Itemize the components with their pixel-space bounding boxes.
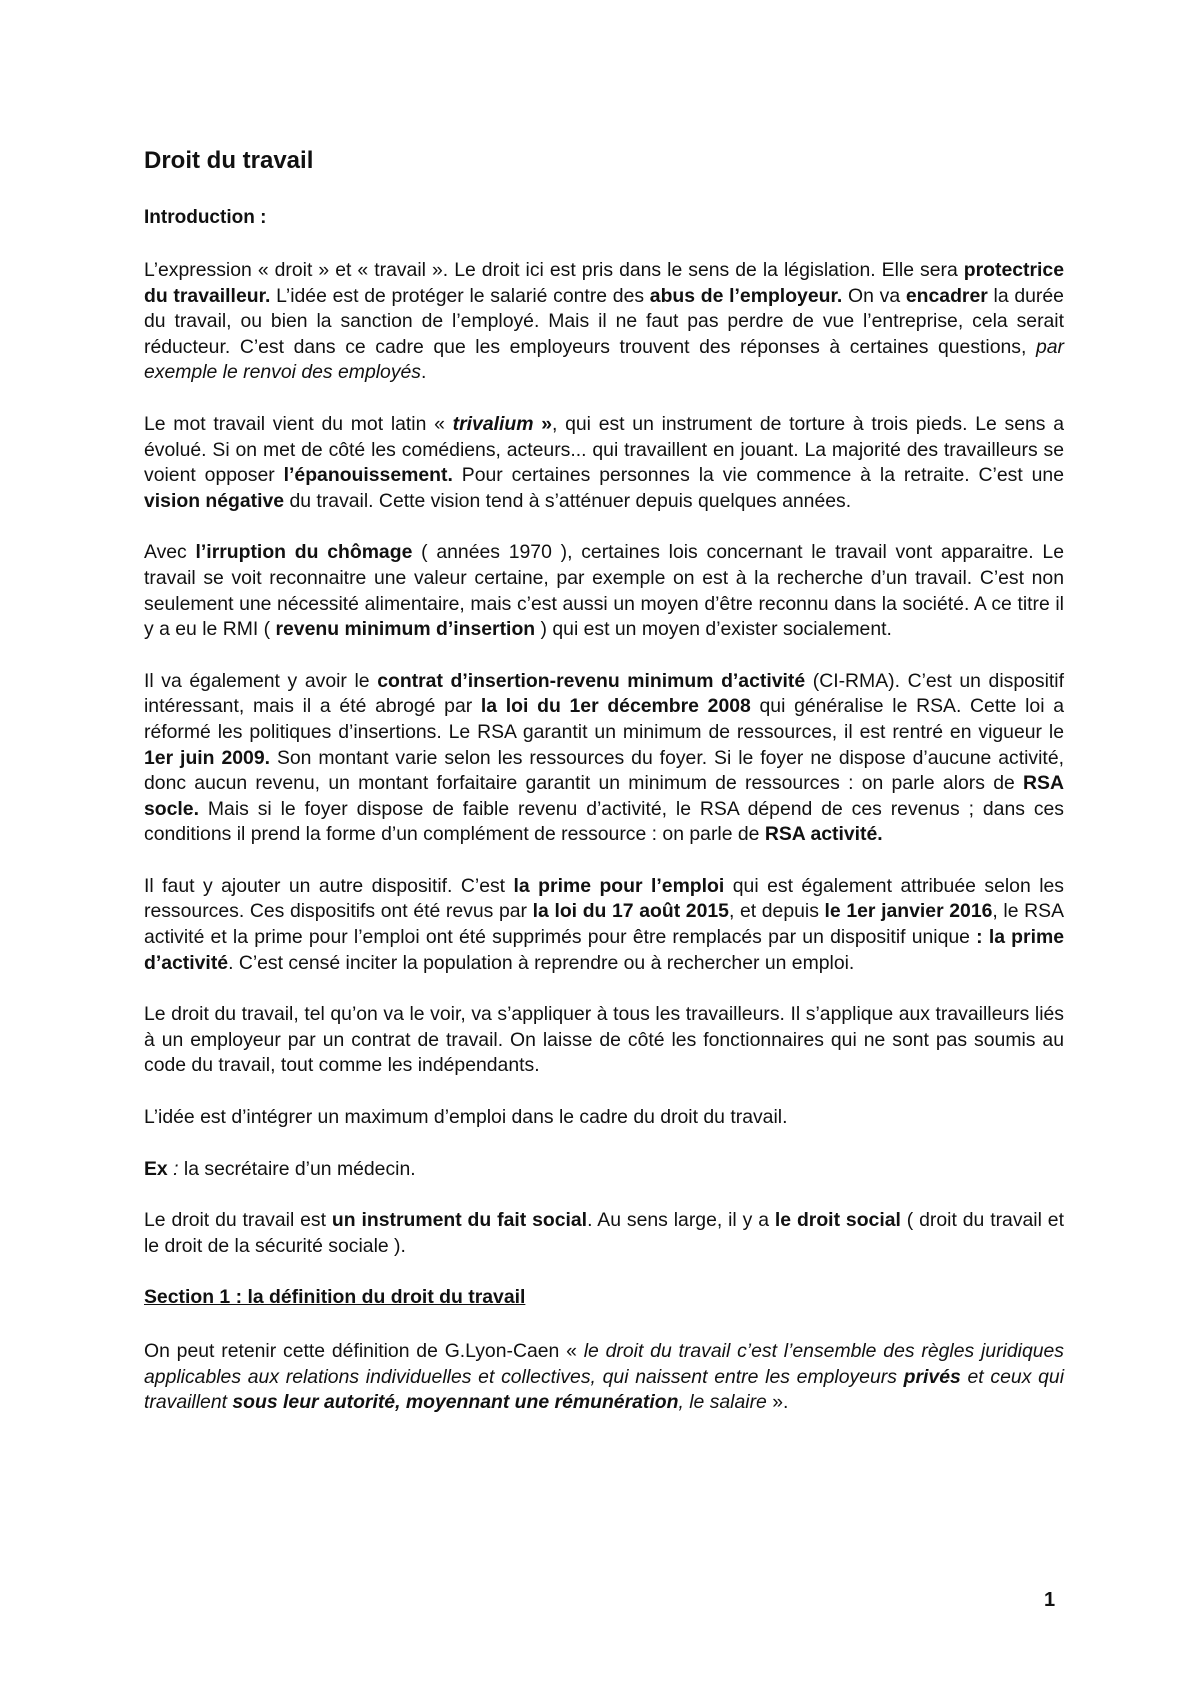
- text-run: l’irruption du chômage: [195, 541, 413, 564]
- text-run: .: [421, 361, 427, 384]
- definition-paragraph: [144, 1339, 1064, 1416]
- paragraph-5: [144, 874, 1064, 976]
- text-run: la loi du 17 août 2015: [532, 900, 729, 923]
- text-run: par exemple le renvoi des employés: [144, 335, 1064, 384]
- text-run: Pour certaines personnes la vie commence à la retraite. C’est une: [452, 464, 1064, 487]
- text-run: Le droit du travail, tel qu’on va le voir, va s’appliquer à tous les travailleurs. Il s’applique aux travailleurs liés à un employeur par un contrat de travail. On laisse de côté les fonctionnaires qui ne sont pas soumis au code du travail, tout comme les indépendants.: [144, 1003, 1064, 1077]
- text-run: , le salaire: [678, 1391, 767, 1414]
- text-run: le droit du travail c’est l’ensemble des règles juridiques applicables aux relations individuelles et collectives, qui naissent entre les employeurs: [144, 1340, 1064, 1388]
- text-run: privés: [903, 1365, 961, 1388]
- text-run: Il faut y ajouter un autre dispositif. C’est: [144, 874, 514, 897]
- text-run: L’idée est de protéger le salarié contre des: [270, 284, 650, 307]
- text-run: ».: [766, 1391, 789, 1414]
- text-run: ( droit du travail et le droit de la sécurité sociale ).: [144, 1209, 1064, 1257]
- paragraph-2: [144, 412, 1064, 514]
- text-run: le droit social: [774, 1209, 901, 1232]
- text-run: . C’est censé inciter la population à reprendre ou à rechercher un emploi.: [228, 951, 855, 974]
- text-run: la prime pour l’emploi: [513, 874, 725, 897]
- introduction-heading: Introduction :: [144, 207, 267, 228]
- paragraph-8: [144, 1157, 1064, 1183]
- text-run: RSA socle.: [144, 772, 1064, 820]
- text-run: : la prime d’activité: [144, 926, 1064, 974]
- text-run: et ceux qui travaillent: [144, 1365, 1064, 1414]
- text-run: (CI-RMA). C’est un dispositif intéressant, mais il a été abrogé par: [144, 669, 1064, 718]
- text-run: . Au sens large, il y a: [587, 1209, 775, 1232]
- page-content: [144, 146, 1064, 1442]
- paragraph-9: [144, 1208, 1064, 1259]
- paragraph-3: [144, 540, 1064, 642]
- text-run: abus de l’employeur.: [649, 284, 843, 307]
- text-run: contrat d’insertion-revenu minimum d’activité: [377, 669, 806, 692]
- text-run: la secrétaire d’un médecin.: [183, 1157, 416, 1180]
- text-run: L’expression « droit » et « travail ». Le droit ici est pris dans le sens de la législation. Elle sera: [144, 259, 964, 281]
- text-run: qui est également attribuée selon les ressources. Ces dispositifs ont été revus par: [144, 874, 1064, 923]
- paragraph-1: [144, 258, 1064, 386]
- page-number: 1: [1044, 1589, 1056, 1611]
- text-run: trivalium: [452, 412, 534, 435]
- section-1-heading: Section 1 : la définition du droit du travail: [144, 1286, 526, 1309]
- text-run: encadrer: [905, 284, 988, 307]
- text-run: Il va également y avoir le: [144, 669, 378, 692]
- text-run: ) qui est un moyen d’exister socialement.: [535, 618, 892, 641]
- text-run: la loi du 1er décembre 2008: [480, 695, 751, 718]
- text-run: le 1er janvier 2016: [824, 900, 993, 923]
- document-title: Droit du travail: [144, 147, 314, 174]
- text-run: Le droit du travail est: [144, 1209, 332, 1232]
- text-run: RSA activité.: [764, 823, 883, 846]
- text-run: revenu minimum d’insertion: [275, 618, 536, 641]
- text-run: un instrument du fait social: [331, 1209, 588, 1232]
- text-run: , qui est un instrument de torture à trois pieds. Le sens a évolué. Si on met de côté les comédiens, acteurs... qui travaillent en jouant. La majorité des travailleurs se voient opposer: [144, 412, 1064, 487]
- text-run: L’idée est d’intégrer un maximum d’emploi dans le cadre du droit du travail.: [144, 1106, 788, 1129]
- text-run: 1er juin 2009.: [144, 746, 270, 769]
- text-run: protectrice du travailleur.: [144, 259, 1064, 307]
- paragraph-6: [144, 1002, 1064, 1079]
- text-run: »: [533, 412, 552, 435]
- paragraph-4: [144, 669, 1064, 848]
- text-run: l’épanouissement.: [283, 464, 453, 487]
- text-run: Son montant varie selon les ressources du foyer. Si le foyer ne dispose d’aucune activité, donc aucun revenu, un montant forfaitaire garantit un minimum de ressources : on parle alors de: [144, 746, 1064, 795]
- text-run: Avec: [144, 541, 196, 564]
- text-run: , et depuis: [728, 900, 825, 923]
- text-run: du travail. Cette vision tend à s’atténuer depuis quelques années.: [284, 489, 852, 512]
- paragraph-7: [144, 1105, 1064, 1131]
- text-run: ( années 1970 ), certaines lois concernant le travail vont apparaitre. Le travail se voit reconnaitre une valeur certaine, par exemple on est à la recherche d’un travail. C’est non seulement une nécessité alimentaire, mais c’est aussi un moyen d’être reconnu dans la société. A ce titre il y a eu le RMI (: [144, 541, 1065, 641]
- text-run: :: [167, 1157, 184, 1180]
- text-run: On peut retenir cette définition de G.Lyon-Caen «: [144, 1340, 584, 1362]
- text-run: Mais si le foyer dispose de faible revenu d’activité, le RSA dépend de ces revenus ; dans ces conditions il prend la forme d’un complément de ressource : on parle de: [144, 797, 1064, 846]
- text-run: Ex: [144, 1157, 168, 1180]
- text-run: , le RSA activité et la prime pour l’emploi ont été supprimés pour être remplacés par un dispositif unique: [144, 900, 1065, 949]
- text-run: sous leur autorité, moyennant une rémunération: [232, 1391, 679, 1414]
- text-run: Le mot travail vient du mot latin «: [144, 412, 453, 435]
- text-run: la durée du travail, ou bien la sanction de l’employé. Mais il ne faut pas perdre de vue l’entreprise, cela serait réducteur. C’est dans ce cadre que les employeurs trouvent des réponses à certaines questions,: [144, 284, 1064, 358]
- text-run: On va: [842, 284, 906, 307]
- text-run: vision négative: [144, 489, 285, 512]
- text-run: qui généralise le RSA. Cette loi a réformé les politiques d’insertions. Le RSA garantit un minimum de ressources, il est rentré en vigueur le: [144, 695, 1064, 743]
